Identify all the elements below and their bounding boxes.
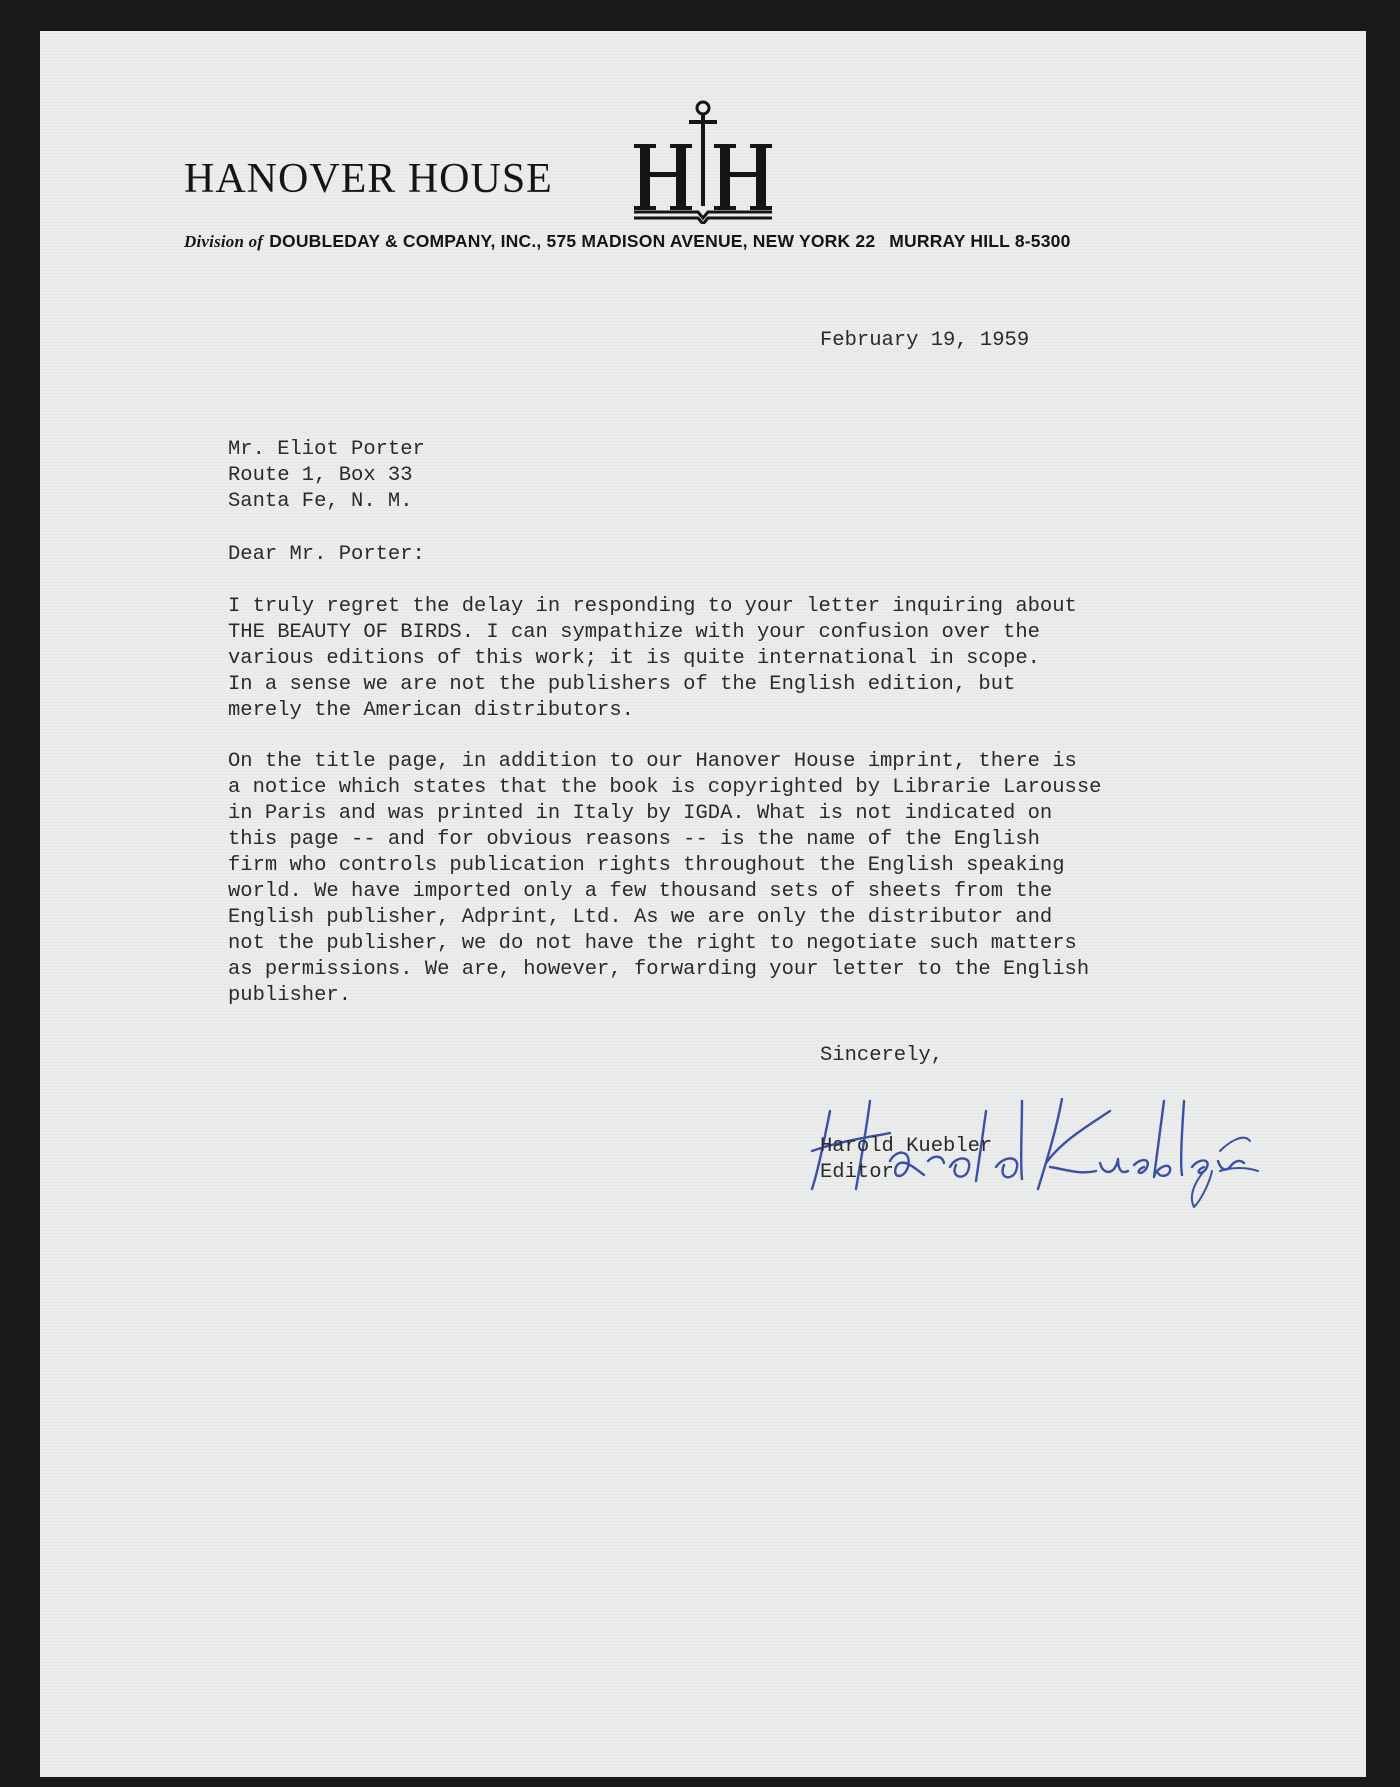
paragraph-1-line: I truly regret the delay in responding to your letter inquiring about [228, 595, 1077, 618]
signer-title: Editor [820, 1161, 894, 1184]
signature-block [820, 1134, 992, 1186]
closing: Sincerely, [820, 1044, 944, 1067]
paragraph-2-line: publisher. [228, 984, 352, 1007]
paragraph-2 [228, 749, 1101, 1009]
letter-date: February 19, 1959 [820, 329, 1030, 352]
salutation: Dear Mr. Porter: [228, 543, 425, 566]
letterhead-company-name: HANOVER HOUSE [184, 156, 553, 202]
recipient-address-line2: Santa Fe, N. M. [228, 490, 413, 513]
paragraph-2-line: a notice which states that the book is copyrighted by Librarie Larousse [228, 776, 1102, 799]
division-prefix: Division of [184, 232, 264, 251]
letter-page [40, 31, 1366, 1777]
paragraph-1-line: In a sense we are not the publishers of the English edition, but [228, 673, 1016, 696]
paragraph-2-line: firm who controls publication rights throughout the English speaking [228, 854, 1065, 877]
recipient-address-line1: Route 1, Box 33 [228, 464, 413, 487]
company-phone: MURRAY HILL 8-5300 [889, 231, 1071, 251]
signer-name: Harold Kuebler [820, 1135, 993, 1158]
paragraph-1-line: THE BEAUTY OF BIRDS. I can sympathize with your confusion over the [228, 621, 1040, 644]
letterhead-division-line [184, 231, 1071, 252]
paragraph-2-line: English publisher, Adprint, Ltd. As we are only the distributor and [228, 906, 1053, 929]
paragraph-2-line: this page -- and for obvious reasons -- is the name of the English [228, 828, 1040, 851]
paragraph-2-line: world. We have imported only a few thousand sets of sheets from the [228, 880, 1053, 903]
paragraph-1 [228, 594, 1077, 724]
hanover-house-logo-icon [634, 98, 772, 224]
company-address: DOUBLEDAY & COMPANY, INC., 575 MADISON AVENUE, NEW YORK 22 [269, 231, 876, 251]
paragraph-1-line: various editions of this work; it is quite international in scope. [228, 647, 1040, 670]
paragraph-2-line: in Paris and was printed in Italy by IGDA. What is not indicated on [228, 802, 1053, 825]
paragraph-1-line: merely the American distributors. [228, 699, 634, 722]
recipient-address [228, 437, 425, 515]
recipient-name: Mr. Eliot Porter [228, 438, 425, 461]
paragraph-2-line: not the publisher, we do not have the right to negotiate such matters [228, 932, 1077, 955]
paragraph-2-line: as permissions. We are, however, forwarding your letter to the English [228, 958, 1090, 981]
paragraph-2-line: On the title page, in addition to our Hanover House imprint, there is [228, 750, 1077, 773]
